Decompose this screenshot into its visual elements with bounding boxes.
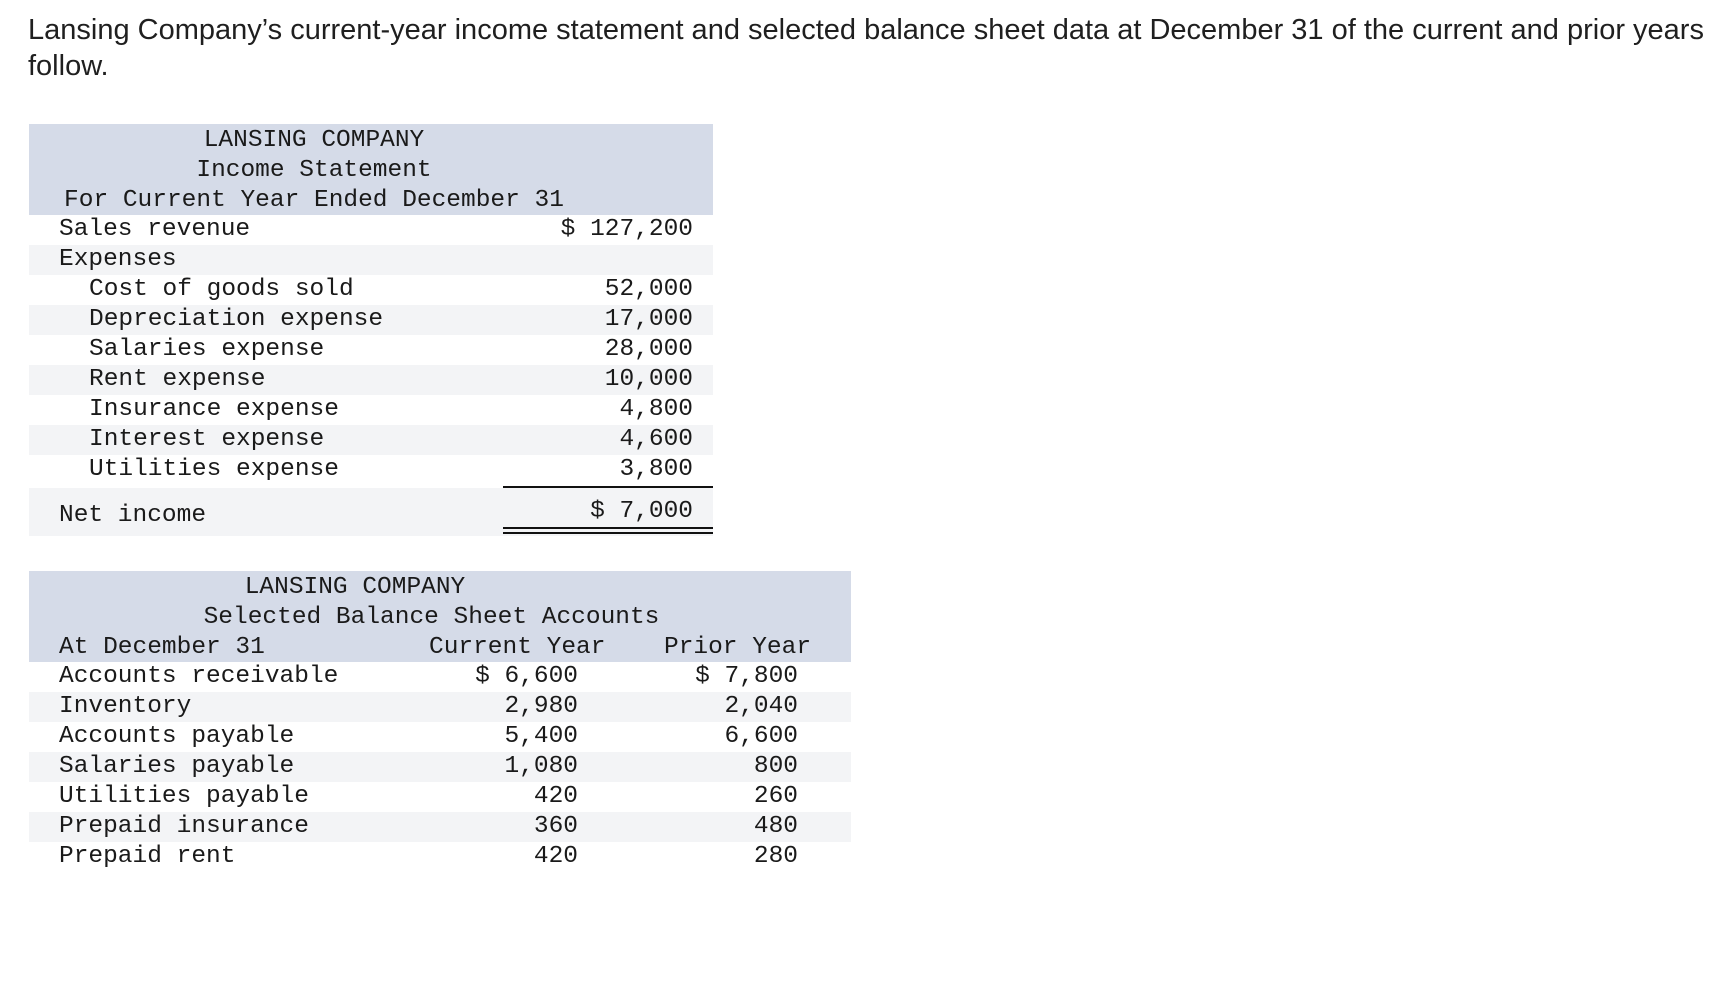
expense-label: Depreciation expense — [89, 306, 384, 333]
bs-row-label: Utilities payable — [59, 783, 309, 810]
expense-row — [29, 455, 713, 485]
bs-row — [29, 722, 851, 752]
income-statement-header — [29, 124, 713, 215]
bs-row-prior: 6,600 — [724, 723, 798, 750]
is-period: For Current Year Ended December 31 — [64, 187, 564, 214]
income-statement-table — [29, 124, 713, 536]
expense-value: 52,000 — [604, 276, 693, 303]
expense-row — [29, 365, 713, 395]
bs-row-prior: 260 — [753, 783, 798, 810]
bs-row-current: 2,980 — [504, 693, 578, 720]
expense-value: 10,000 — [604, 366, 693, 393]
net-income-label: Net income — [59, 502, 207, 529]
bs-row-prior: 2,040 — [724, 693, 798, 720]
expense-row — [29, 395, 713, 425]
balance-sheet-header — [29, 571, 851, 662]
bs-row — [29, 842, 851, 872]
bs-row-current: 1,080 — [504, 753, 578, 780]
expense-label: Utilities expense — [89, 456, 339, 483]
expense-label: Salaries expense — [89, 336, 325, 363]
bs-company-name: LANSING COMPANY — [244, 574, 466, 601]
net-income-double-underline — [503, 527, 713, 534]
balance-sheet-table — [29, 571, 851, 871]
expense-label: Insurance expense — [89, 396, 339, 423]
bs-row-prior: $ 7,800 — [695, 663, 798, 690]
expense-row — [29, 425, 713, 455]
sales-label: Sales revenue — [59, 216, 251, 243]
bs-row-current: 5,400 — [504, 723, 578, 750]
bs-row — [29, 692, 851, 722]
bs-col-label: At December 31 — [59, 634, 265, 661]
bs-row-label: Accounts payable — [59, 723, 295, 750]
bs-col-current: Current Year — [429, 634, 606, 661]
net-income-value: $ 7,000 — [590, 498, 693, 525]
bs-row-current: 360 — [533, 813, 578, 840]
expense-row — [29, 275, 713, 305]
bs-row-current: 420 — [533, 783, 578, 810]
expense-value: 28,000 — [604, 336, 693, 363]
expense-value: 4,800 — [619, 396, 693, 423]
bs-row-label: Salaries payable — [59, 753, 295, 780]
expense-value: 4,600 — [619, 426, 693, 453]
intro-text: Lansing Company’s current-year income statement and selected balance sheet data at December 31 of the current and prior years follow. — [28, 14, 1704, 82]
expense-label: Cost of goods sold — [89, 276, 354, 303]
is-company-name: LANSING COMPANY — [203, 127, 425, 154]
bs-row-prior: 800 — [753, 753, 798, 780]
bs-row-label: Accounts receivable — [59, 663, 339, 690]
bs-row-current: $ 6,600 — [475, 663, 578, 690]
bs-row-label: Prepaid insurance — [59, 813, 309, 840]
bs-row-label: Prepaid rent — [59, 843, 236, 870]
expense-label: Rent expense — [89, 366, 266, 393]
bs-title: Selected Balance Sheet Accounts — [203, 604, 660, 631]
expense-value: 17,000 — [604, 306, 693, 333]
expense-label: Interest expense — [89, 426, 325, 453]
bs-row — [29, 752, 851, 782]
bs-row — [29, 812, 851, 842]
expense-value: 3,800 — [619, 456, 693, 483]
bs-row — [29, 662, 851, 692]
bs-row-prior: 480 — [753, 813, 798, 840]
expenses-label: Expenses — [59, 246, 177, 273]
expense-row — [29, 305, 713, 335]
expense-row — [29, 335, 713, 365]
bs-row-label: Inventory — [59, 693, 192, 720]
bs-row-current: 420 — [533, 843, 578, 870]
is-sales-row — [29, 215, 713, 245]
bs-row-prior: 280 — [753, 843, 798, 870]
bs-col-prior: Prior Year — [664, 634, 812, 661]
is-title: Income Statement — [196, 157, 432, 184]
sales-value: $ 127,200 — [560, 216, 693, 243]
is-expenses-row — [29, 245, 713, 275]
bs-row — [29, 782, 851, 812]
